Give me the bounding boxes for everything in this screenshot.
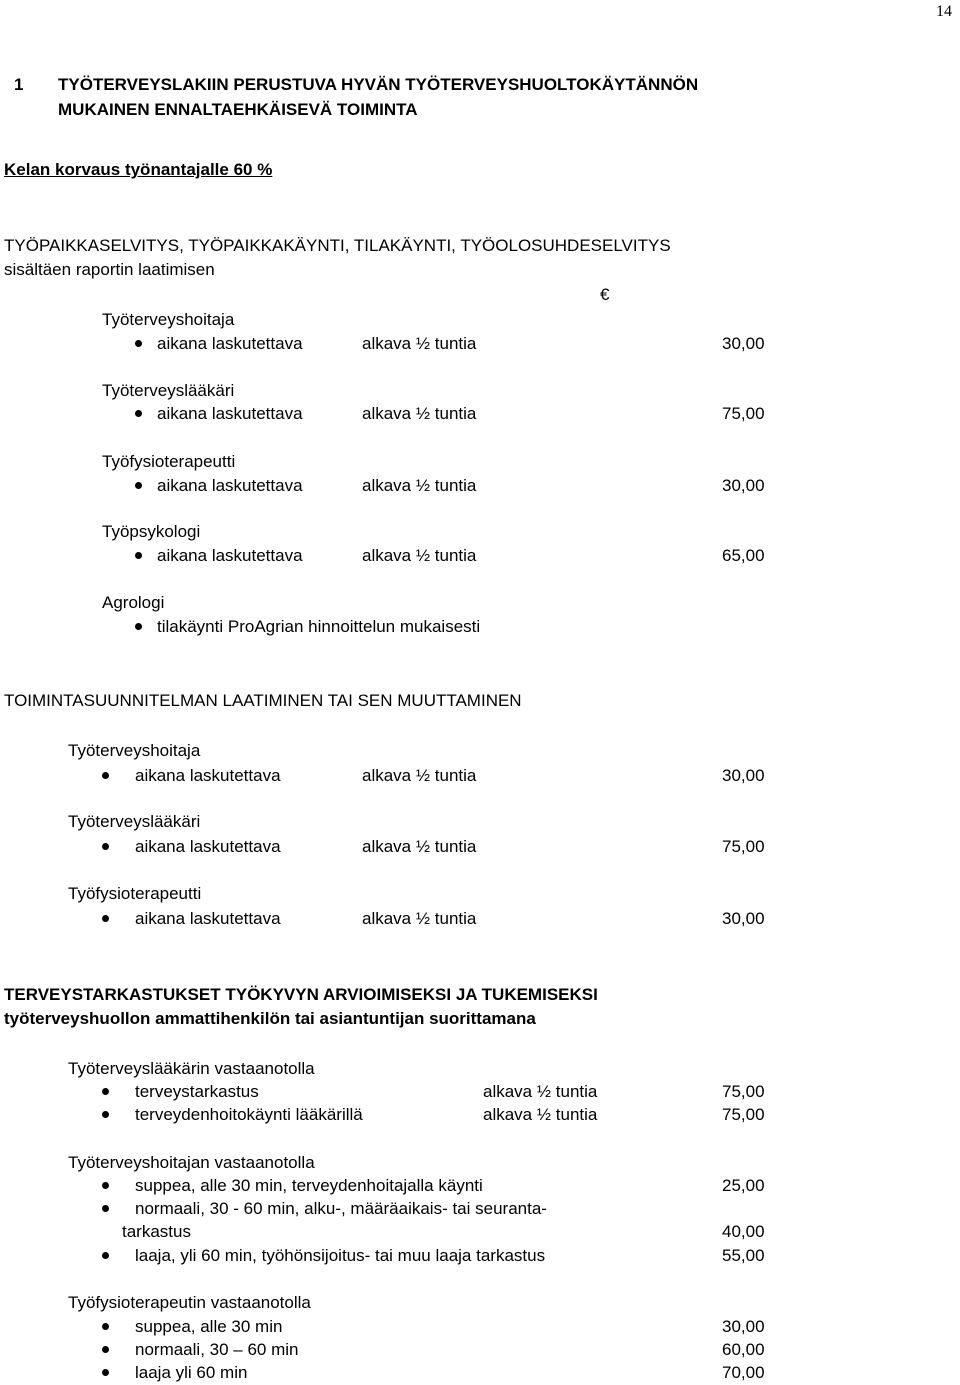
item-price: 75,00: [722, 837, 765, 856]
item-unit: alkava ½ tuntia: [362, 476, 477, 495]
item-text: terveystarkastus: [135, 1082, 259, 1101]
section3-title: TERVEYSTARKASTUKSET TYÖKYVYN ARVIOIMISEKSI JA TUKEMISEKSI: [4, 985, 598, 1004]
role-label: Työterveyshoitaja: [68, 741, 201, 760]
item-price: 60,00: [722, 1340, 765, 1359]
item-text: aikana laskutettava: [157, 476, 303, 495]
bullet-icon: [135, 482, 142, 489]
item-text: aikana laskutettava: [135, 909, 281, 928]
bullet-icon: [102, 1182, 109, 1189]
item-text: aikana laskutettava: [157, 404, 303, 423]
item-text: aikana laskutettava: [135, 766, 281, 785]
item-unit: alkava ½ tuntia: [362, 334, 477, 353]
page-number: 14: [936, 3, 952, 20]
bullet-icon: [102, 1346, 109, 1353]
heading-line1: TYÖTERVEYSLAKIIN PERUSTUVA HYVÄN TYÖTERVEYSHUOLTOKÄYTÄNNÖN: [58, 75, 699, 94]
currency-symbol: €: [600, 285, 610, 304]
item-price: 40,00: [722, 1222, 765, 1241]
item-price: 30,00: [722, 334, 765, 353]
bullet-icon: [102, 772, 109, 779]
physio-heading: Työfysioterapeutin vastaanotolla: [68, 1293, 311, 1312]
bullet-icon: [102, 1369, 109, 1376]
item-price: 55,00: [722, 1246, 765, 1265]
role-label: Työpsykologi: [102, 522, 201, 541]
bullet-icon: [135, 552, 142, 559]
bullet-icon: [102, 1088, 109, 1095]
item-unit: alkava ½ tuntia: [483, 1105, 598, 1124]
heading-line2: MUKAINEN ENNALTAEHKÄISEVÄ TOIMINTA: [58, 100, 418, 119]
bullet-icon: [102, 1111, 109, 1118]
bullet-icon: [135, 410, 142, 417]
item-text: aikana laskutettava: [135, 837, 281, 856]
nurse-heading: Työterveyshoitajan vastaanotolla: [68, 1153, 315, 1172]
item-price: 65,00: [722, 546, 765, 565]
item-unit: alkava ½ tuntia: [362, 837, 477, 856]
role-label: Työfysioterapeutti: [68, 884, 202, 903]
doctor-heading: Työterveyslääkärin vastaanotolla: [68, 1059, 315, 1078]
item-price: 25,00: [722, 1176, 765, 1195]
bullet-icon: [102, 1323, 109, 1330]
role-label: Työterveyslääkäri: [68, 812, 201, 831]
item-unit: alkava ½ tuntia: [362, 546, 477, 565]
bullet-icon: [102, 915, 109, 922]
item-price: 30,00: [722, 1317, 765, 1336]
item-text: tilakäynti ProAgrian hinnoittelun mukaisesti: [157, 617, 481, 636]
role-label: Agrologi: [102, 593, 165, 612]
item-price: 30,00: [722, 766, 765, 785]
item-text-continued: tarkastus: [122, 1222, 191, 1241]
item-text: normaali, 30 - 60 min, alku-, määräaikais- tai seuranta-: [135, 1199, 547, 1218]
item-text: laaja, yli 60 min, työhönsijoitus- tai muu laaja tarkastus: [135, 1246, 546, 1265]
section2-title: TOIMINTASUUNNITELMAN LAATIMINEN TAI SEN MUUTTAMINEN: [4, 691, 522, 710]
item-unit: alkava ½ tuntia: [483, 1082, 598, 1101]
item-text: suppea, alle 30 min: [135, 1317, 283, 1336]
bullet-icon: [135, 623, 142, 630]
item-text: terveydenhoitokäynti lääkärillä: [135, 1105, 363, 1124]
bullet-icon: [135, 340, 142, 347]
role-label: Työterveyshoitaja: [102, 310, 235, 329]
item-text: aikana laskutettava: [157, 546, 303, 565]
item-price: 75,00: [722, 1105, 765, 1124]
item-price: 75,00: [722, 1082, 765, 1101]
section3-subtitle: työterveyshuollon ammattihenkilön tai asiantuntijan suorittamana: [4, 1009, 536, 1028]
item-unit: alkava ½ tuntia: [362, 909, 477, 928]
item-text: aikana laskutettava: [157, 334, 303, 353]
item-price: 70,00: [722, 1363, 765, 1382]
item-unit: alkava ½ tuntia: [362, 766, 477, 785]
section1-title: TYÖPAIKKASELVITYS, TYÖPAIKKAKÄYNTI, TILAKÄYNTI, TYÖOLOSUHDESELVITYS: [4, 236, 671, 255]
role-label: Työterveyslääkäri: [102, 381, 235, 400]
bullet-icon: [102, 1205, 109, 1212]
item-price: 30,00: [722, 476, 765, 495]
section1-subtitle: sisältäen raportin laatimisen: [4, 260, 215, 279]
kela-note: Kelan korvaus työnantajalle 60 %: [4, 160, 273, 179]
item-unit: alkava ½ tuntia: [362, 404, 477, 423]
item-price: 75,00: [722, 404, 765, 423]
role-label: Työfysioterapeutti: [102, 452, 236, 471]
bullet-icon: [102, 843, 109, 850]
item-text: normaali, 30 – 60 min: [135, 1340, 299, 1359]
item-text: laaja yli 60 min: [135, 1363, 248, 1382]
heading-number: 1: [14, 75, 24, 94]
bullet-icon: [102, 1252, 109, 1259]
item-text: suppea, alle 30 min, terveydenhoitajalla käynti: [135, 1176, 483, 1195]
item-price: 30,00: [722, 909, 765, 928]
